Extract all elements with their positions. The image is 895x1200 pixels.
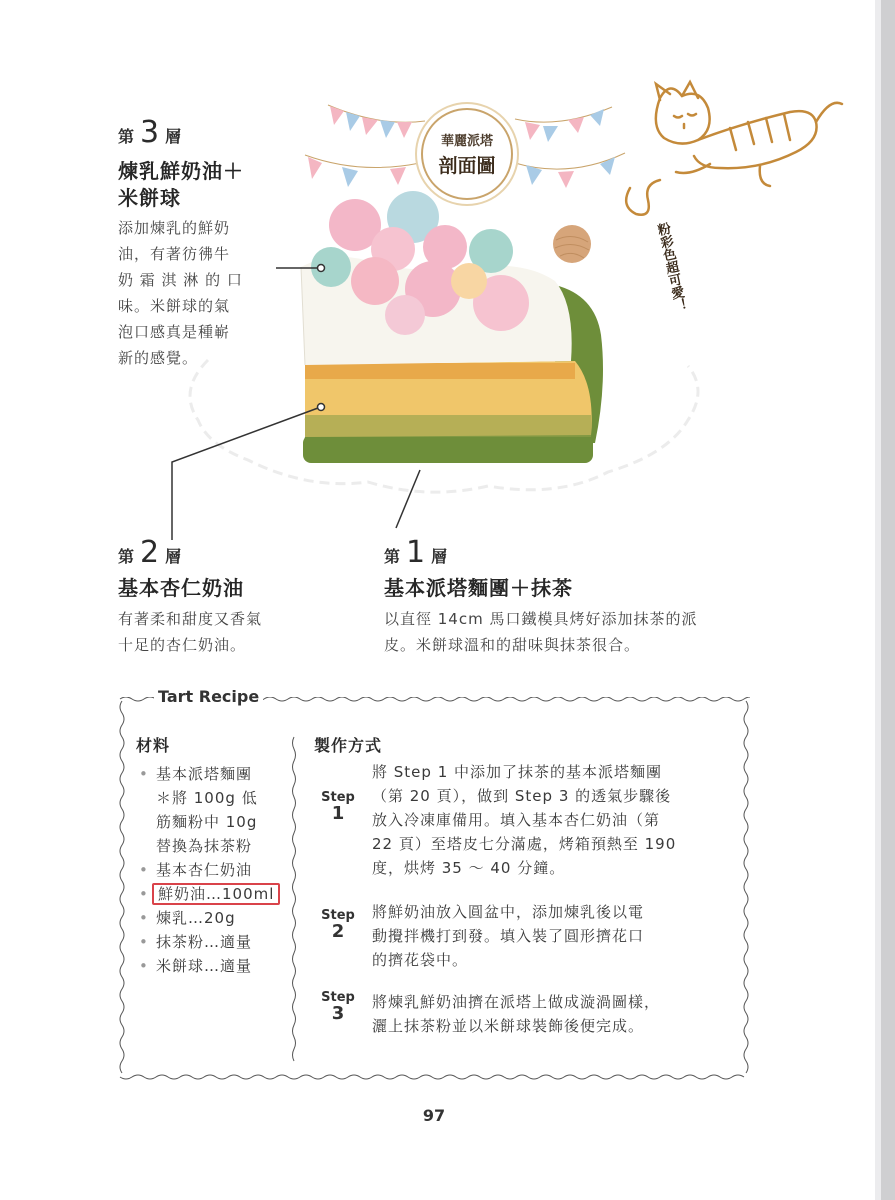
ingredient-item [136, 858, 286, 882]
ingredient-line: 米餅球…適量 [156, 957, 253, 975]
bullet-dot: • [139, 861, 149, 879]
layer2-title: 基本杏仁奶油 [118, 576, 244, 600]
layer2-heading [118, 535, 182, 570]
layer1-number: 1 [406, 535, 426, 570]
ingredient-line: 基本杏仁奶油 [156, 861, 253, 879]
step-line: 度，烘烤 35 ～ 40 分鐘。 [372, 859, 566, 877]
layer3-description [118, 215, 278, 371]
bullet-dot: • [139, 885, 149, 903]
layer1-heading [384, 535, 448, 570]
step-label [316, 790, 360, 880]
layer2-suffix: 層 [165, 547, 182, 566]
step-line: 將煉乳鮮奶油擠在派塔上做成漩渦圖樣， [372, 993, 661, 1011]
layer3-suffix: 層 [165, 127, 182, 146]
page-number: 97 [422, 1106, 446, 1125]
layer3-desc-line: 泡口感真是種嶄 [118, 323, 231, 341]
ingredient-line: 替換為抹茶粉 [156, 837, 253, 855]
layer2-description [118, 606, 318, 658]
badge-line-2: 剖面圖 [438, 155, 496, 177]
ingredient-item [136, 906, 286, 930]
step-number: 1 [331, 803, 345, 824]
layer3-desc-line: 油，有著彷彿牛 [118, 245, 231, 263]
layer3-title-line-1: 煉乳鮮奶油＋ [118, 159, 244, 183]
step-text [360, 990, 660, 1038]
ingredient-line: 筋麵粉中 10g [156, 813, 258, 831]
layer2-prefix: 第 [118, 547, 135, 566]
ingredient-line: 基本派塔麵團 [156, 765, 253, 783]
step-line: 的擠花袋中。 [372, 951, 469, 969]
step-number: 3 [331, 1003, 345, 1024]
ingredient-item [136, 762, 286, 858]
step-text [360, 760, 676, 880]
layer3-prefix: 第 [118, 127, 135, 146]
ingredient-item [136, 954, 286, 978]
layer1-prefix: 第 [384, 547, 401, 566]
step-number: 2 [331, 921, 345, 942]
step-line: 灑上抹茶粉並以米餅球裝飾後便完成。 [372, 1017, 645, 1035]
badge-line-1: 華麗派塔 [440, 134, 493, 149]
layer3-title-line-2: 米餅球 [118, 186, 181, 210]
recipe-title: Tart Recipe [154, 687, 263, 706]
step-word: Step [321, 908, 355, 923]
cat-note: 粉彩色超可愛！ [653, 221, 688, 314]
ingredient-item [136, 882, 286, 906]
step-line: 將鮮奶油放入圓盆中，添加煉乳後以電 [372, 903, 645, 921]
layer1-desc-line: 皮。米餅球溫和的甜味與抹茶很合。 [384, 636, 641, 654]
layer3-desc-line: 添加煉乳的鮮奶 [118, 219, 231, 237]
step-word: Step [321, 790, 355, 805]
layer2-desc-line: 有著柔和甜度又香氣 [118, 610, 263, 628]
ingredients-heading: 材料 [136, 736, 171, 755]
step-1 [316, 760, 726, 880]
step-3 [316, 990, 726, 1038]
layer1-title: 基本派塔麵團＋抹茶 [384, 576, 573, 600]
step-line: 22 頁）至塔皮七分滿處，烤箱預熱至 190 [372, 835, 677, 853]
ingredient-line: 煉乳…20g [156, 909, 236, 927]
layer3-heading [118, 115, 182, 150]
step-line: 動攪拌機打到發。填入裝了圓形擠花口 [372, 927, 645, 945]
bullet-dot: • [139, 933, 149, 951]
step-label [316, 990, 360, 1038]
layer1-desc-line: 以直徑 14cm 馬口鐵模具烤好添加抹茶的派 [384, 610, 698, 628]
step-2 [316, 900, 726, 972]
ingredient-line: 抹茶粉…適量 [156, 933, 253, 951]
step-label [316, 908, 360, 972]
layer2-desc-line: 十足的杏仁奶油。 [118, 636, 247, 654]
step-line: 放入冷凍庫備用。填入基本杏仁奶油（第 [372, 811, 661, 829]
bullet-dot: • [139, 765, 149, 783]
layer3-desc-line: 味。米餅球的氣 [118, 297, 231, 315]
highlighted-ingredient: 鮮奶油…100ml [152, 883, 280, 905]
layer2-number: 2 [140, 535, 160, 570]
ingredient-item [136, 930, 286, 954]
layer3-title [118, 158, 244, 212]
ingredient-line: ＊將 100g 低 [156, 789, 258, 807]
bullet-dot: • [139, 957, 149, 975]
ingredients-list [136, 762, 286, 978]
step-word: Step [321, 990, 355, 1005]
layer3-number: 3 [140, 115, 160, 150]
layer3-desc-line: 新的感覺。 [118, 349, 199, 367]
layer3-desc-line: 奶 霜 淇 淋 的 口 [118, 271, 243, 289]
method-heading: 製作方式 [314, 736, 383, 755]
bullet-dot: • [139, 909, 149, 927]
step-line: 將 Step 1 中添加了抹茶的基本派塔麵團 [372, 763, 663, 781]
layer1-suffix: 層 [431, 547, 448, 566]
step-line: （第 20 頁），做到 Step 3 的透氣步驟後 [372, 787, 672, 805]
layer1-description [384, 606, 774, 658]
step-text [360, 900, 644, 972]
